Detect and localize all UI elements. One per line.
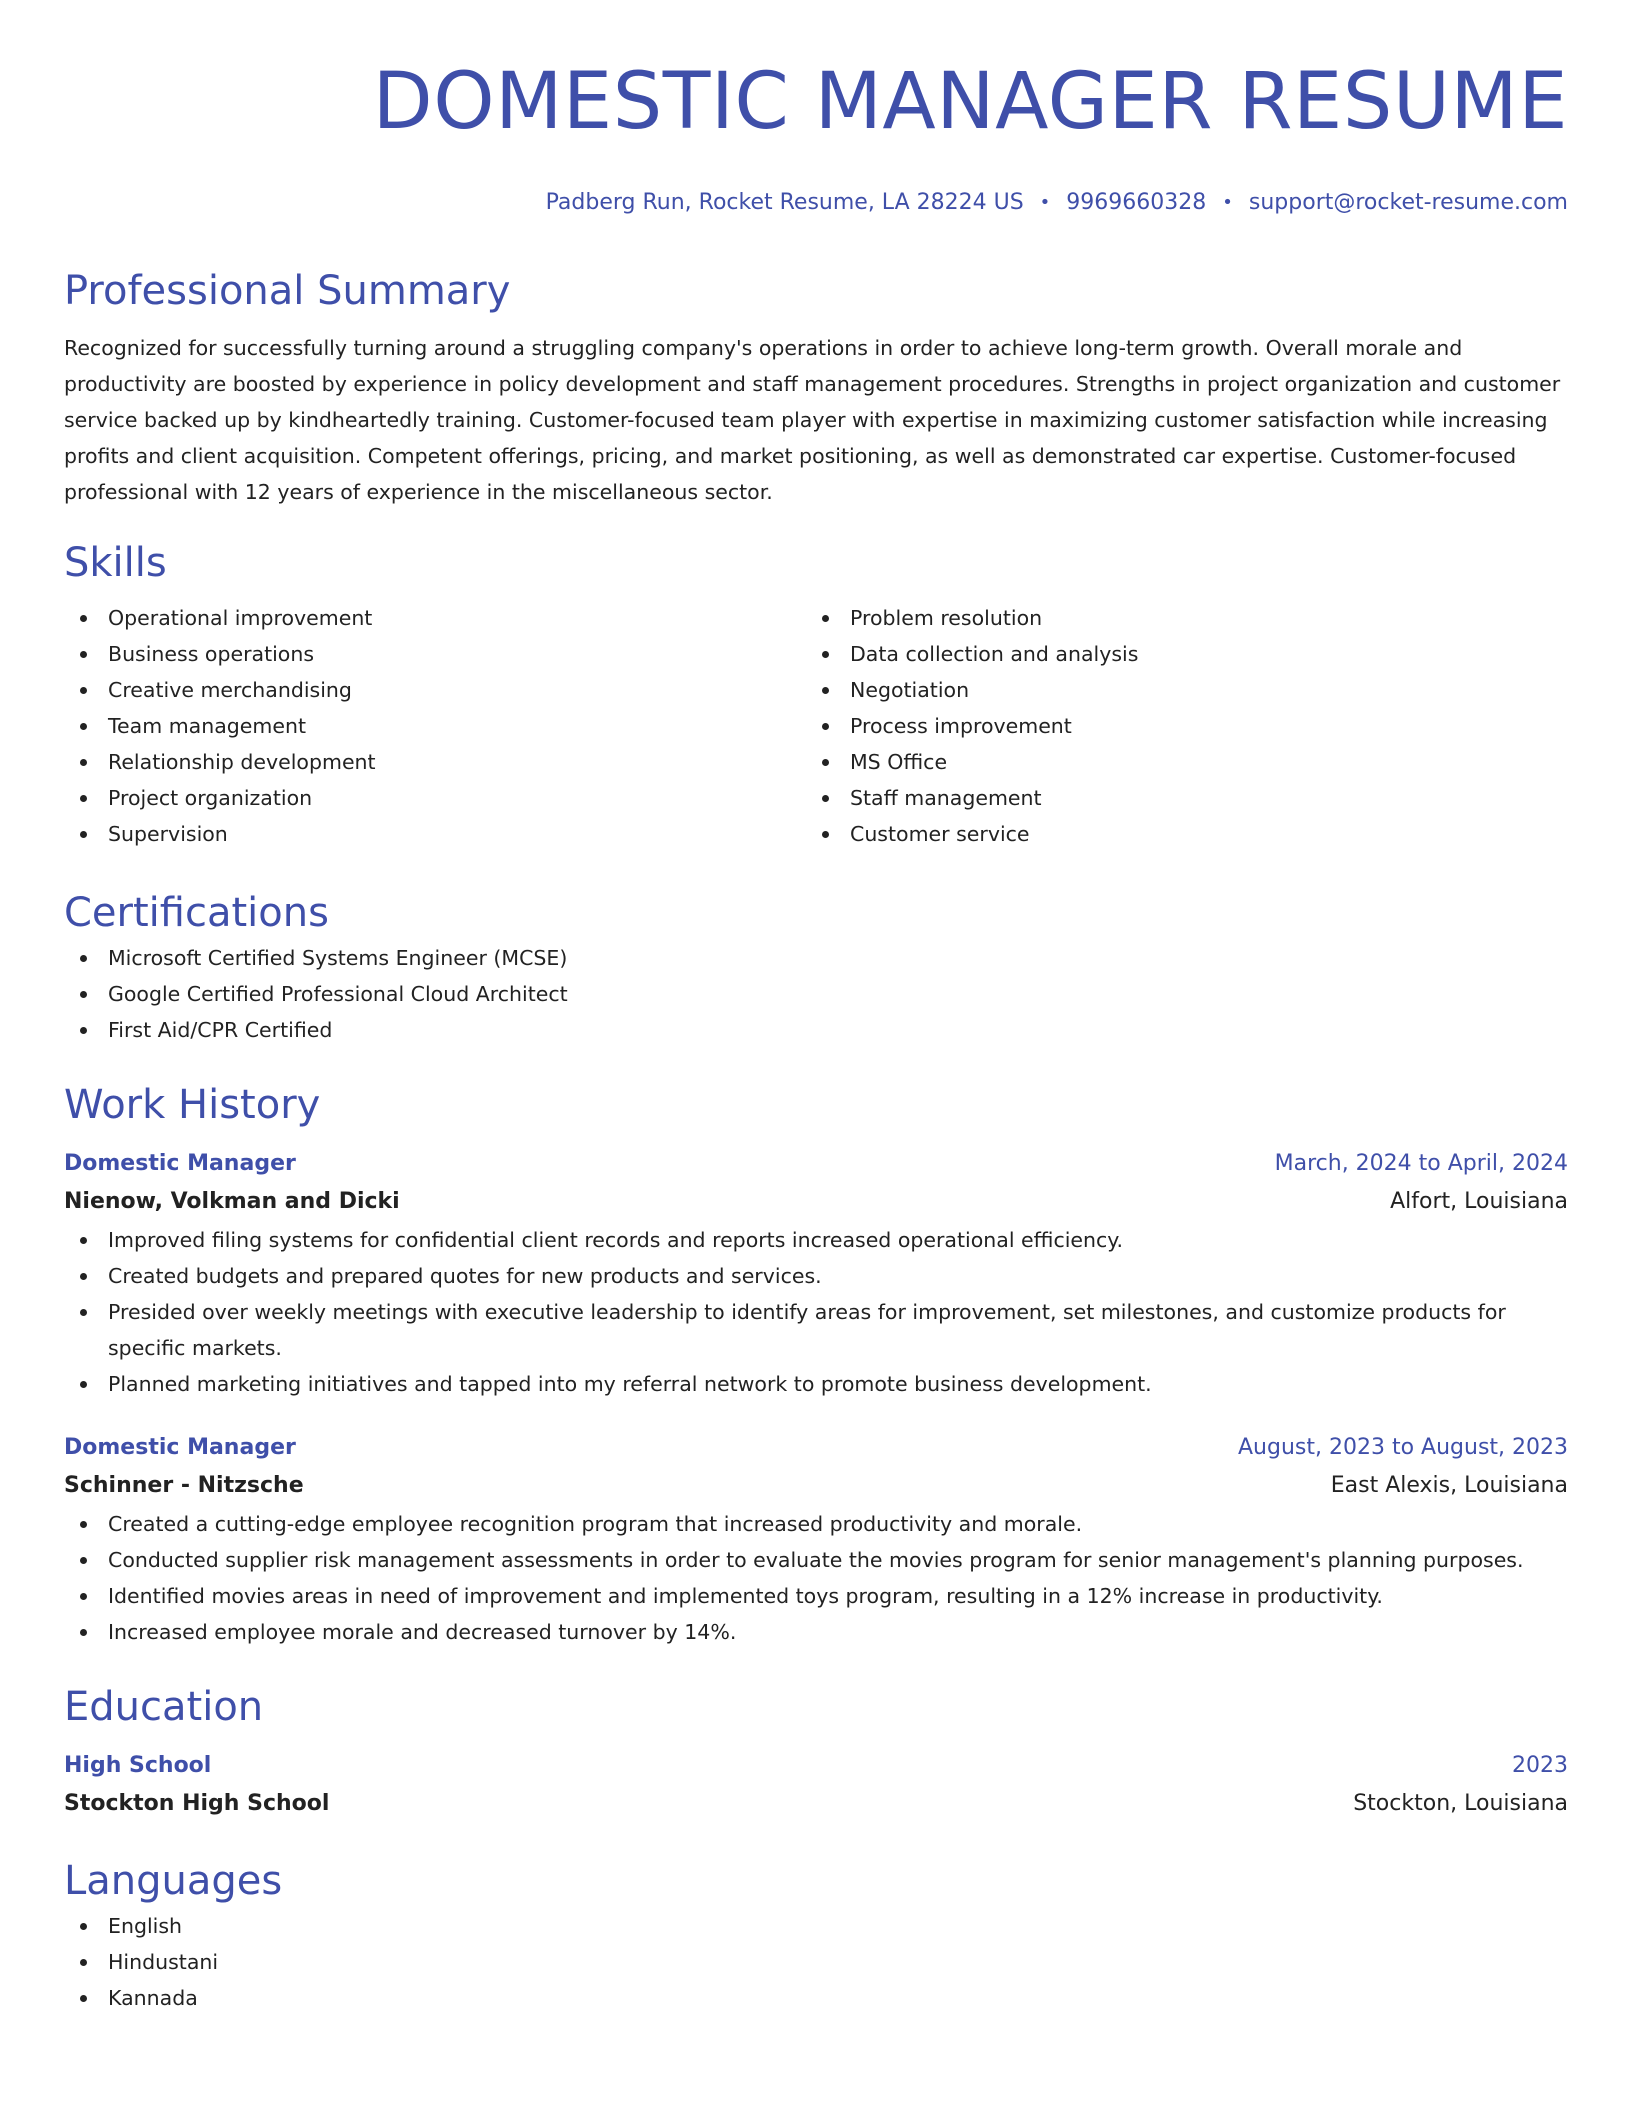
education-heading: Education xyxy=(64,1684,264,1730)
bullet-icon xyxy=(80,1923,87,1930)
responsibility-item xyxy=(64,1578,1568,1614)
bullet-icon xyxy=(80,1557,87,1564)
responsibility-text: Improved filing systems for confidential client records and reports increased operational efficiency. xyxy=(108,1228,1124,1252)
bullet-icon xyxy=(80,1273,87,1280)
skill-item xyxy=(64,744,806,780)
certification-label: First Aid/CPR Certified xyxy=(108,1018,333,1042)
bullet-icon xyxy=(80,1237,87,1244)
skill-label: Negotiation xyxy=(850,678,970,702)
education-entry xyxy=(64,1748,1568,1824)
job-entry xyxy=(64,1430,1568,1650)
bullet-icon xyxy=(80,1995,87,2002)
contact-separator: • xyxy=(1039,192,1051,213)
job-company: Schinner - Nitzsche xyxy=(64,1473,304,1498)
bullet-icon xyxy=(80,759,87,766)
bullet-icon xyxy=(80,1593,87,1600)
work-history-heading: Work History xyxy=(64,1082,321,1128)
skills-list-right xyxy=(806,600,1548,852)
skill-item xyxy=(806,636,1548,672)
bullet-icon xyxy=(80,1959,87,1966)
responsibility-item xyxy=(64,1506,1568,1542)
job-title: Domestic Manager xyxy=(64,1151,296,1176)
job-title: Domestic Manager xyxy=(64,1435,296,1460)
responsibility-item xyxy=(64,1222,1568,1258)
job-header-row xyxy=(64,1430,1568,1466)
bullet-icon xyxy=(80,955,87,962)
job-location: Alfort, Louisiana xyxy=(1390,1189,1568,1214)
bullet-icon xyxy=(822,651,829,658)
contact-address: Padberg Run, Rocket Resume, LA 28224 US xyxy=(545,190,1024,215)
job-company-row xyxy=(64,1182,1568,1222)
skills-columns xyxy=(64,600,1568,852)
responsibility-text: Created a cutting-edge employee recognition program that increased productivity and morale. xyxy=(108,1512,1083,1536)
skill-item xyxy=(806,744,1548,780)
certification-label: Microsoft Certified Systems Engineer (MCSE) xyxy=(108,946,568,970)
language-label: Hindustani xyxy=(108,1950,219,1974)
job-header-row xyxy=(64,1146,1568,1182)
skills-list-left xyxy=(64,600,806,852)
job-dates: August, 2023 to August, 2023 xyxy=(1238,1435,1568,1460)
bullet-icon xyxy=(80,1629,87,1636)
skill-label: Staff management xyxy=(850,786,1042,810)
bullet-icon xyxy=(80,831,87,838)
skill-item xyxy=(64,780,806,816)
summary-heading: Professional Summary xyxy=(64,268,511,314)
bullet-icon xyxy=(822,615,829,622)
skill-label: Supervision xyxy=(108,822,228,846)
bullet-icon xyxy=(80,1381,87,1388)
bullet-icon xyxy=(822,795,829,802)
responsibility-text: Planned marketing initiatives and tapped into my referral network to promote business development. xyxy=(108,1372,1152,1396)
bullet-icon xyxy=(80,1521,87,1528)
skill-item xyxy=(806,708,1548,744)
certifications-heading: Certifications xyxy=(64,890,329,936)
certification-label: Google Certified Professional Cloud Architect xyxy=(108,982,568,1006)
contact-separator: • xyxy=(1222,192,1233,213)
skill-label: Creative merchandising xyxy=(108,678,352,702)
bullet-icon xyxy=(80,651,87,658)
skill-label: Process improvement xyxy=(850,714,1072,738)
skill-label: Customer service xyxy=(850,822,1030,846)
language-item xyxy=(64,1908,1568,1944)
language-item xyxy=(64,1980,1568,2016)
education-location: Stockton, Louisiana xyxy=(1353,1791,1568,1816)
resume-page xyxy=(64,40,1568,2016)
bullet-icon xyxy=(80,615,87,622)
language-label: Kannada xyxy=(108,1986,198,2010)
responsibility-item xyxy=(64,1258,1568,1294)
job-dates: March, 2024 to April, 2024 xyxy=(1274,1151,1568,1176)
skill-item xyxy=(64,636,806,672)
skill-item xyxy=(64,708,806,744)
skill-item xyxy=(806,816,1548,852)
contact-line xyxy=(64,188,1568,218)
bullet-icon xyxy=(822,831,829,838)
responsibility-item xyxy=(64,1294,1568,1366)
responsibility-item xyxy=(64,1614,1568,1650)
job-location: East Alexis, Louisiana xyxy=(1330,1473,1568,1498)
languages-list xyxy=(64,1908,1568,2016)
contact-phone: 9969660328 xyxy=(1066,190,1207,215)
skill-item xyxy=(806,600,1548,636)
responsibility-text: Created budgets and prepared quotes for new products and services. xyxy=(108,1264,822,1288)
skill-item xyxy=(806,672,1548,708)
job-responsibilities xyxy=(64,1222,1568,1402)
skill-label: Problem resolution xyxy=(850,606,1043,630)
job-company-row xyxy=(64,1466,1568,1506)
responsibility-item xyxy=(64,1366,1568,1402)
bullet-icon xyxy=(80,991,87,998)
bullet-icon xyxy=(822,687,829,694)
education-year: 2023 xyxy=(1512,1753,1568,1778)
languages-heading: Languages xyxy=(64,1858,283,1904)
skill-item xyxy=(64,600,806,636)
job-entry xyxy=(64,1146,1568,1402)
responsibility-item xyxy=(64,1542,1568,1578)
responsibility-text: Identified movies areas in need of improvement and implemented toys program, resulting in a 12% increase in productivity. xyxy=(108,1584,1383,1608)
bullet-icon xyxy=(80,1309,87,1316)
certification-item xyxy=(64,1012,1568,1048)
summary-text: Recognized for successfully turning around a struggling company's operations in order to achieve long-term growth. Overall morale and productivity are boosted by experience in policy development and staff management procedures. Strengths in project organization and customer service backed up by kindheartedly training. Customer-focused team player with expertise in maximizing customer satisfaction while increasing profits and client acquisition. Competent offerings, pricing, and market positioning, as well as demonstrated car expertise. Customer-focused professional with 12 years of experience in the miscellaneous sector. xyxy=(64,336,1561,504)
job-responsibilities xyxy=(64,1506,1568,1650)
bullet-icon xyxy=(80,1027,87,1034)
language-label: English xyxy=(108,1914,183,1938)
skill-label: Project organization xyxy=(108,786,313,810)
responsibility-text: Conducted supplier risk management assessments in order to evaluate the movies program for senior management's planning purposes. xyxy=(108,1548,1524,1572)
skill-label: Operational improvement xyxy=(108,606,373,630)
contact-email: support@rocket-resume.com xyxy=(1248,190,1568,215)
responsibility-text: Increased employee morale and decreased turnover by 14%. xyxy=(108,1620,737,1644)
skill-label: Relationship development xyxy=(108,750,376,774)
skill-item xyxy=(64,816,806,852)
skill-item xyxy=(64,672,806,708)
language-item xyxy=(64,1944,1568,1980)
bullet-icon xyxy=(80,723,87,730)
resume-title: DOMESTIC MANAGER RESUME xyxy=(372,57,1568,147)
bullet-icon xyxy=(80,795,87,802)
bullet-icon xyxy=(822,759,829,766)
certification-item xyxy=(64,976,1568,1012)
bullet-icon xyxy=(80,687,87,694)
skill-label: Data collection and analysis xyxy=(850,642,1139,666)
skill-label: MS Office xyxy=(850,750,948,774)
education-school-row xyxy=(64,1784,1568,1824)
bullet-icon xyxy=(822,723,829,730)
certifications-list xyxy=(64,940,1568,1048)
education-header-row xyxy=(64,1748,1568,1784)
education-school: Stockton High School xyxy=(64,1791,330,1816)
skills-heading: Skills xyxy=(64,540,167,586)
certification-item xyxy=(64,940,1568,976)
skill-label: Team management xyxy=(108,714,307,738)
skill-label: Business operations xyxy=(108,642,315,666)
skill-item xyxy=(806,780,1548,816)
education-degree: High School xyxy=(64,1753,212,1778)
responsibility-text: Presided over weekly meetings with executive leadership to identify areas for improvement, set milestones, and customize products for specific markets. xyxy=(108,1300,1506,1360)
job-company: Nienow, Volkman and Dicki xyxy=(64,1189,400,1214)
